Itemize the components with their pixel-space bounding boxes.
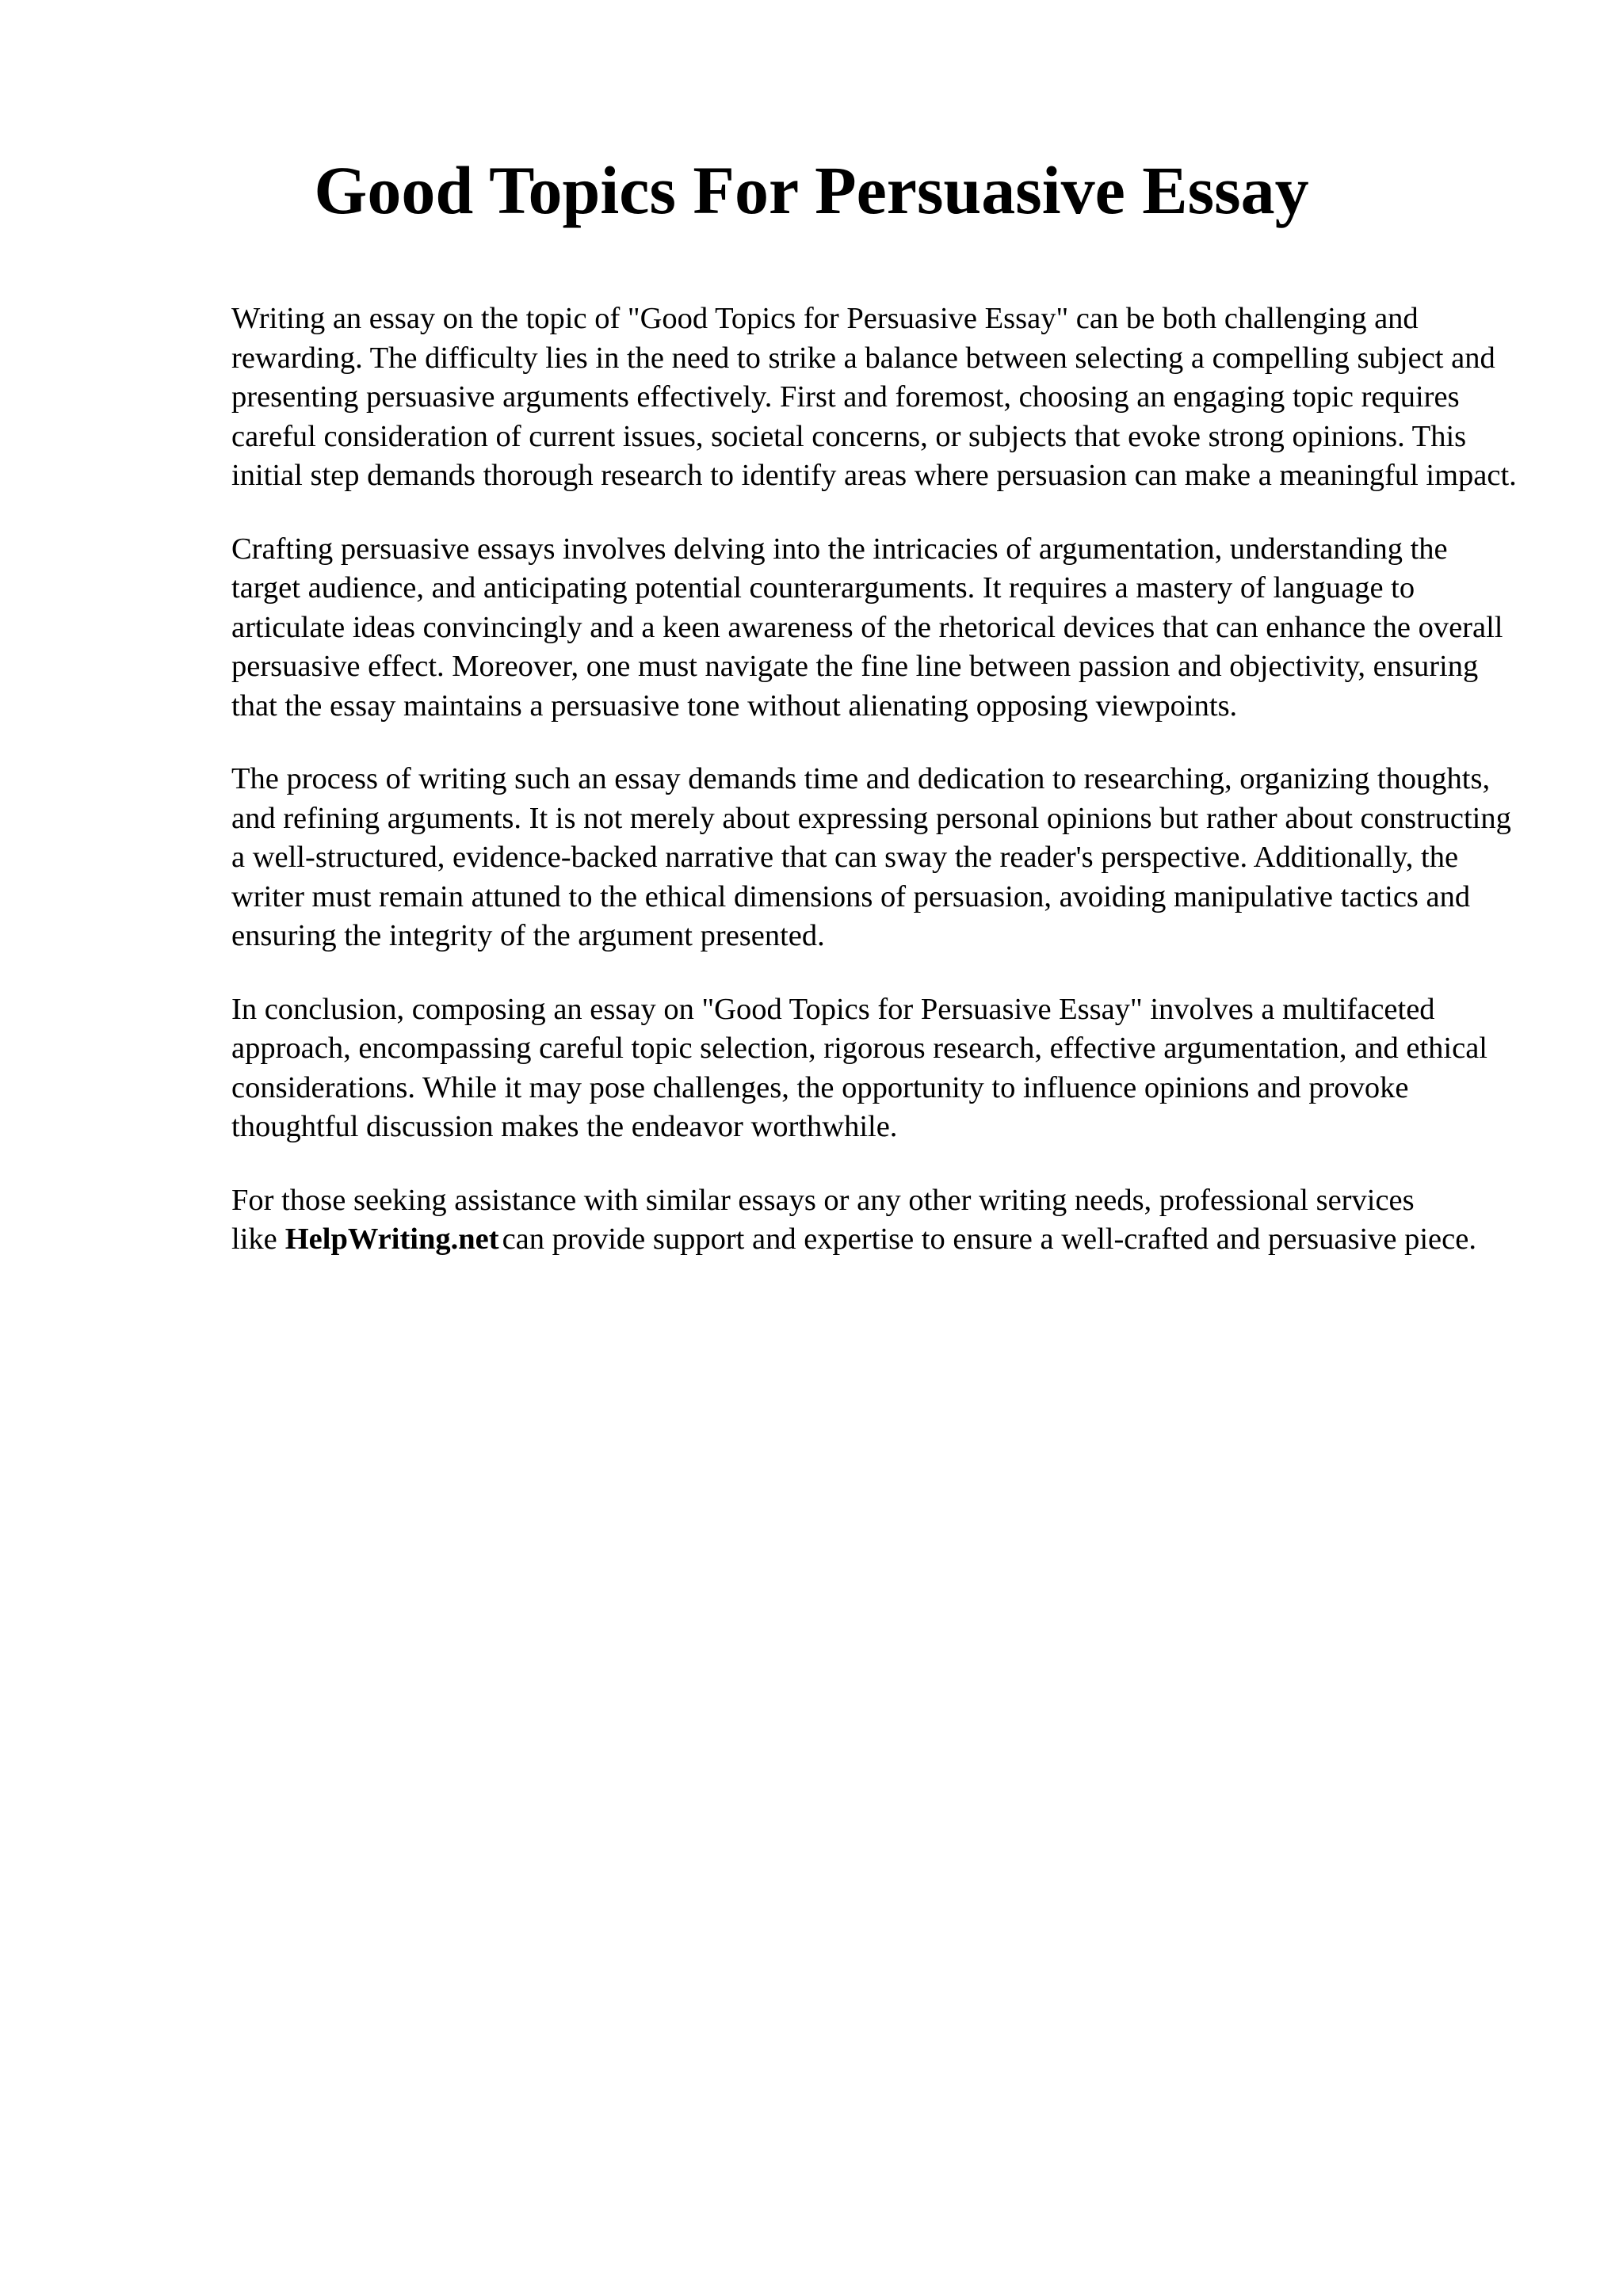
paragraph-crafting: Crafting persuasive essays involves delving into the intricacies of argumentation, understanding the target audience, and anticipating potential counterarguments. It requires a mastery of language to articulate ideas convincingly and a keen awareness of the rhetorical devices that can enhance the overall persuasive effect. Moreover, one must navigate the fine line between passion and objectivity, ensuring that the essay maintains a persuasive tone without alienating opposing viewpoints.: [231, 532, 1503, 723]
paragraph-conclusion: In conclusion, composing an essay on "Good Topics for Persuasive Essay" involves a multifaceted approach, encompassing careful topic selection, rigorous research, effective argumentation, and ethical considerations. While it may pose challenges, the opportunity to influence opinions and provoke thoughtful discussion makes the endeavor worthwhile.: [231, 992, 1487, 1143]
document-body: [231, 299, 1523, 1294]
helpwriting-link[interactable]: HelpWriting.net: [285, 1222, 499, 1256]
paragraph-closing: [231, 1181, 1523, 1260]
paragraph-process: The process of writing such an essay demands time and dedication to researching, organizing thoughts, and refining arguments. It is not merely about expressing personal opinions but rather about constructing a well-structured, evidence-backed narrative that can sway the reader's perspective. Additionally, the writer must remain attuned to the ethical dimensions of persuasion, avoiding manipulative tactics and ensuring the integrity of the argument presented.: [231, 762, 1511, 952]
closing-text-before: For those seeking assistance with similar essays or any other writing needs, professional services like: [231, 1183, 1415, 1256]
closing-text-after: can provide support and expertise to ensure a well-crafted and persuasive piece.: [502, 1222, 1476, 1256]
paragraph-intro: Writing an essay on the topic of "Good Topics for Persuasive Essay" can be both challenging and rewarding. The difficulty lies in the need to strike a balance between selecting a compelling subject and presenting persuasive arguments effectively. First and foremost, choosing an engaging topic requires careful consideration of current issues, societal concerns, or subjects that evoke strong opinions. This initial step demands thorough research to identify areas where persuasion can make a meaningful impact.: [231, 302, 1517, 492]
page-title: Good Topics For Persuasive Essay: [314, 152, 1309, 228]
